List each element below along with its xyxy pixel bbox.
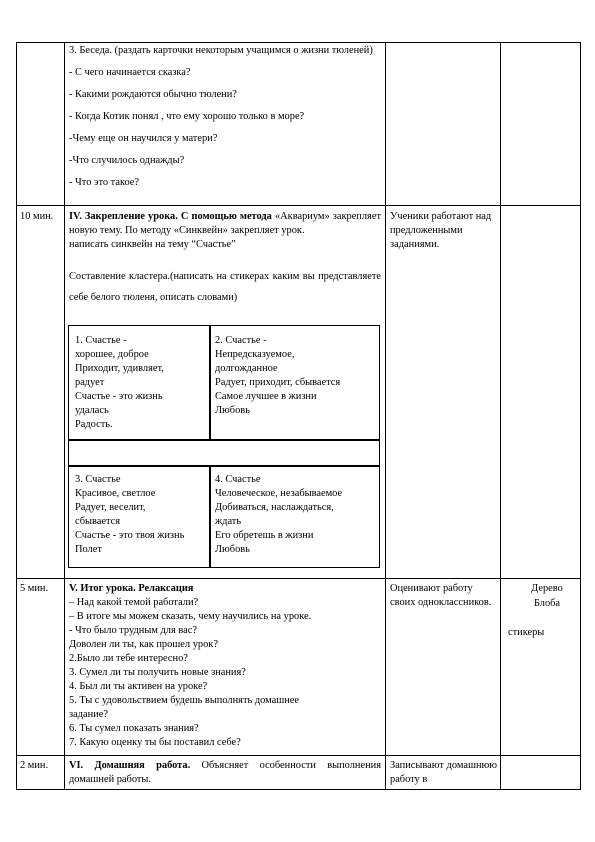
summary-line: 5. Ты с удовольствием будешь выполнять домашнее xyxy=(69,695,300,706)
summary-heading-bold: V. Итог урока xyxy=(69,583,134,594)
students-activity-text: Ученики работают над предложенными заданиями. xyxy=(390,211,492,250)
question-3: - Когда Котик понял , что ему хорошо только в море? xyxy=(69,111,305,122)
summary-line: 4. Был ли ты активен на уроке? xyxy=(69,681,208,692)
question-6: - Что это такое? xyxy=(69,177,140,188)
students-activity-cell-3 xyxy=(390,759,498,787)
students-activity-text: Оценивают работу своих одноклассников. xyxy=(390,583,492,608)
cluster-box-1-line: 1. Счастье - xyxy=(75,335,127,346)
cluster-box-2-line: Радует, приходит, сбывается xyxy=(215,377,341,388)
summary-line: Доволен ли ты, как прошел урок? xyxy=(69,639,218,650)
discussion-questions-cell xyxy=(69,44,381,198)
summary-cell xyxy=(69,582,381,750)
question-5: -Что случилось однажды? xyxy=(69,155,185,166)
cluster-box-1-line: Приходит, удивляет, xyxy=(75,363,164,374)
cluster-box-1-line: удалась xyxy=(75,405,109,416)
cluster-box-3-line: Радует, веселит, xyxy=(75,502,146,513)
summary-heading xyxy=(69,582,381,596)
homework-cell xyxy=(69,759,381,787)
table-col-divider-1 xyxy=(64,42,65,790)
cluster-divider-h1 xyxy=(69,439,379,441)
table-col-divider-2 xyxy=(385,42,386,790)
cluster-box-3-line: Красивое, светлое xyxy=(75,488,156,499)
cluster-box-1-line: хорошее, доброе xyxy=(75,349,149,360)
summary-line: - Что было трудным для вас? xyxy=(69,625,197,636)
summary-line: задание? xyxy=(69,709,108,720)
summary-line: – Над какой темой работали? xyxy=(69,597,199,608)
cluster-divider-vertical-bottom xyxy=(209,466,211,567)
cluster-box-4-line: Любовь xyxy=(215,544,250,555)
table-col-divider-3 xyxy=(500,42,501,790)
cluster-box-3-line: Счастье - это твоя жизнь xyxy=(75,530,185,541)
discussion-intro: 3. Беседа. (раздать карточки некоторым учащимся о жизни тюленей) xyxy=(69,45,373,56)
homework-heading-text: Объясняет особенности выполнения домашней работы. xyxy=(69,760,381,785)
summary-line: 3. Сумел ли ты получить новые знания? xyxy=(69,667,246,678)
consolidation-heading xyxy=(69,210,381,238)
cluster-task: Составление кластера.(написать на стикерах каким вы представляете себе белого тюленя, описать словами) xyxy=(69,271,381,303)
consolidation-heading-bold: IV. Закрепление урока. С помощью метода xyxy=(69,211,272,222)
cluster-box-2-line: Любовь xyxy=(215,405,250,416)
cluster-box-2-line: Самое лучшее в жизни xyxy=(215,391,317,402)
cluster-box-2-line: Непредсказуемое, xyxy=(215,349,295,360)
cluster-box-1-line: Счастье - это жизнь xyxy=(75,391,163,402)
table-border-right xyxy=(580,42,581,790)
cluster-box-3-line: сбывается xyxy=(75,516,121,527)
cluster-box-1 xyxy=(75,334,207,432)
time-cell-10-min xyxy=(20,210,64,224)
consolidation-cell xyxy=(69,210,381,308)
resources-cell xyxy=(502,582,578,640)
students-activity-cell-2 xyxy=(390,582,498,610)
table-row-divider-3 xyxy=(16,755,581,756)
cluster-box-2 xyxy=(215,334,377,418)
cluster-box-4 xyxy=(215,473,377,557)
table-border-top xyxy=(16,42,581,43)
cluster-box-4-line: ждать xyxy=(215,516,242,527)
table-border-bottom xyxy=(16,789,581,790)
cluster-box-4-line: Его обретешь в жизни xyxy=(215,530,314,541)
summary-line: 6. Ты сумел показать знания? xyxy=(69,723,199,734)
cluster-box-4-line: Человеческое, незабываемое xyxy=(215,488,343,499)
cluster-box-3-line: 3. Счастье xyxy=(75,474,121,485)
summary-heading-text: . Релаксация xyxy=(133,583,194,594)
cluster-box-2-line: долгожданное xyxy=(215,363,278,374)
time-label: 5 мин. xyxy=(20,583,49,594)
time-label: 2 мин. xyxy=(20,760,49,771)
summary-line: 2.Было ли тебе интересно? xyxy=(69,653,188,664)
cluster-divider-h2 xyxy=(69,465,379,467)
cluster-divider-vertical-top xyxy=(209,326,211,439)
question-1: - С чего начинается сказка? xyxy=(69,67,191,78)
question-4: -Чему еще он научился у матери? xyxy=(69,133,218,144)
cluster-box-3-line: Полет xyxy=(75,544,102,555)
table-border-left xyxy=(16,42,17,790)
resource-tree: Дерево xyxy=(531,583,563,594)
table-row-divider-1 xyxy=(16,205,581,206)
resource-blob: Блоба xyxy=(533,598,561,609)
question-2: - Какими рождаются обычно тюлени? xyxy=(69,89,237,100)
cluster-box-1-line: радует xyxy=(75,377,105,388)
cluster-box-3 xyxy=(75,473,207,557)
homework-text xyxy=(69,759,381,787)
cluster-box-1-line: Радость. xyxy=(75,419,113,430)
resource-stickers: стикеры xyxy=(508,627,545,638)
cluster-box-2-line: 2. Счастье - xyxy=(215,335,267,346)
time-cell-5-min xyxy=(20,582,64,596)
homework-heading-bold: VI. Домашняя работа. xyxy=(69,760,191,771)
time-label: 10 мин. xyxy=(20,211,54,222)
time-cell-2-min xyxy=(20,759,64,773)
table-row-divider-2 xyxy=(16,578,581,579)
summary-line: 7. Какую оценку ты бы поставил себе? xyxy=(69,737,241,748)
cluster-box-4-line: 4. Счастье xyxy=(215,474,261,485)
sinkwein-task: написать синквейн на тему “Счастье” xyxy=(69,239,236,250)
students-activity-cell-1 xyxy=(390,210,498,252)
summary-line: – В итоге мы можем сказать, чему научились на уроке. xyxy=(69,611,312,622)
students-activity-text: Записывают домашнюю работу в xyxy=(390,760,498,785)
consolidation-heading-text: «Аквариум» закрепляет новую тему. По методу «Синквейн» закрепляет урок. xyxy=(69,211,381,236)
cluster-box-4-line: Добиваться, наслаждаться, xyxy=(215,502,334,513)
